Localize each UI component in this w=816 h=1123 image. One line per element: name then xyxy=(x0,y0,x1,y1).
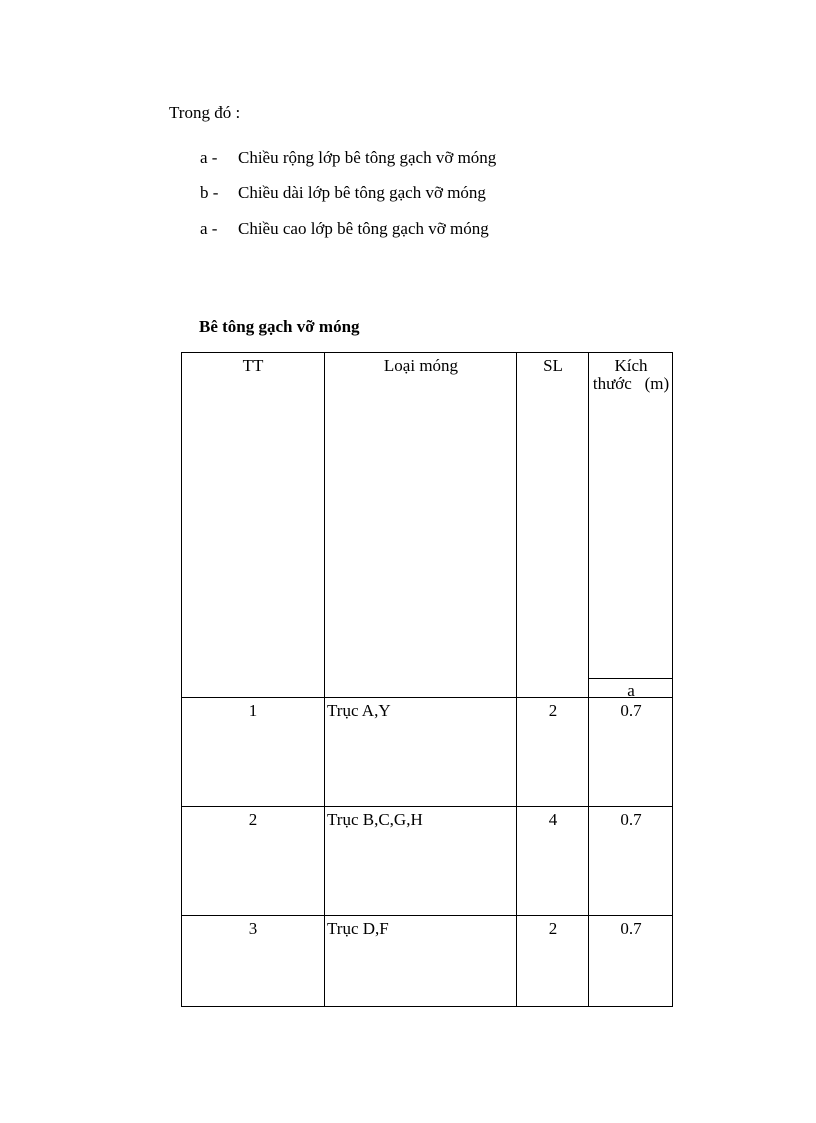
header-kich-thuoc-line1: Kích xyxy=(614,356,648,375)
row3-a: 0.7 xyxy=(620,919,642,938)
subheader-divider xyxy=(589,678,673,679)
table-border-right xyxy=(672,352,673,1007)
table-border-bottom xyxy=(181,1006,673,1007)
definition-text: Chiều dài lớp bê tông gạch vỡ móng xyxy=(238,183,486,202)
row1-tt: 1 xyxy=(248,701,258,720)
header-loai-mong: Loại móng xyxy=(383,356,459,375)
table-border-top xyxy=(181,352,673,353)
table-col-divider xyxy=(588,352,589,1007)
header-sl: SL xyxy=(543,356,563,375)
foundation-table xyxy=(181,352,673,1007)
row2-a: 0.7 xyxy=(620,810,642,829)
row3-tt: 3 xyxy=(248,919,258,938)
definition-marker: a - xyxy=(200,219,218,238)
header-tt: TT xyxy=(242,356,264,375)
header-kich-thuoc-line2: thước (m) xyxy=(592,374,670,393)
row1-sl: 2 xyxy=(548,701,558,720)
table-col-divider xyxy=(516,352,517,1007)
table-col-divider xyxy=(324,352,325,1007)
header-sub-a: a xyxy=(627,681,635,700)
definition-text: Chiều cao lớp bê tông gạch vỡ móng xyxy=(238,219,489,238)
row1-loai-mong: Trục A,Y xyxy=(327,701,391,720)
definition-text: Chiều rộng lớp bê tông gạch vỡ móng xyxy=(238,148,497,167)
row2-loai-mong: Trục B,C,G,H xyxy=(327,810,423,829)
intro-text: Trong đó : xyxy=(169,103,241,122)
table-row-divider xyxy=(181,806,673,807)
definition-marker: a - xyxy=(200,148,218,167)
row3-loai-mong: Trục D,F xyxy=(327,919,389,938)
table-row-divider xyxy=(181,915,673,916)
row2-sl: 4 xyxy=(548,810,558,829)
table-border-left xyxy=(181,352,182,1007)
row1-a: 0.7 xyxy=(620,701,642,720)
row2-tt: 2 xyxy=(248,810,258,829)
definition-marker: b - xyxy=(200,183,219,202)
section-title: Bê tông gạch vỡ móng xyxy=(199,317,360,336)
row3-sl: 2 xyxy=(548,919,558,938)
